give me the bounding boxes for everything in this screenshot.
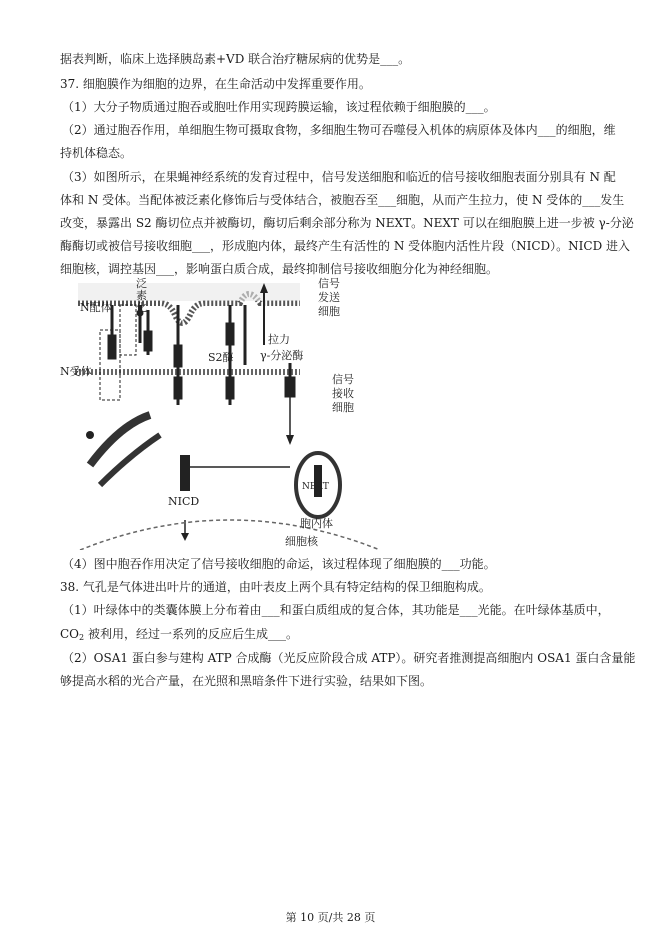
label-nicd: NICD: [168, 495, 200, 508]
label-n-ligand: N配体: [80, 301, 112, 314]
label-recv-1: 信号: [332, 373, 354, 386]
label-next: NEXT: [302, 482, 329, 492]
line-1: 据表判断，临床上选择胰岛素+VD 联合治疗糖尿病的优势是___。: [60, 52, 411, 66]
label-gamma: γ-分泌酶: [260, 349, 304, 362]
label-send-2: 发送: [318, 291, 340, 304]
nucleus-envelope: [80, 520, 380, 550]
line-q37: 37. 细胞膜作为细胞的边界，在生命活动中发挥重要作用。: [60, 77, 371, 91]
line-q38-1b: [60, 626, 298, 646]
line-q38-2: （2）OSA1 蛋白参与建构 ATP 合成酶（光反应阶段合成 ATP）。研究者推测提高细胞内 OSA1 蛋白含量能: [62, 651, 636, 665]
line-q37-3: （3）如图所示，在果蝇神经系统的发育过程中，信号发送细胞和临近的信号接收细胞表面分别具有 N 配: [62, 170, 616, 184]
label-n-receptor: N受体: [60, 365, 92, 378]
line-q37-3e: 细胞核，调控基因___，影响蛋白质合成，最终抑制信号接收细胞分化为神经细胞。: [60, 262, 499, 276]
line-q37-2b: 持机体稳态。: [60, 146, 133, 160]
label-recv-3: 细胞: [332, 401, 354, 414]
label-s2: S2酶: [208, 351, 234, 364]
line-q38: 38. 气孔是气体进出叶片的通道，由叶表皮上两个具有特定结构的保卫细胞构成。: [60, 580, 491, 594]
label-ubiq-2: 素: [136, 289, 147, 302]
co2-rest: 被利用，经过一系列的反应后生成___。: [84, 627, 298, 641]
label-pull: 拉力: [268, 333, 290, 346]
label-ubiq-1: 泛: [136, 277, 147, 290]
line-q38-1: （1）叶绿体中的类囊体膜上分布着由___和蛋白质组成的复合体，其功能是___光能。在叶绿体基质中，: [62, 603, 610, 617]
line-q37-3b: 体和 N 受体。当配体被泛素化修饰后与受体结合，被胞吞至___细胞，从而产生拉力，使 N 受体的___发生: [60, 193, 625, 207]
label-nucleus: 细胞核: [285, 535, 318, 548]
line-q37-2: （2）通过胞吞作用，单细胞生物可摄取食物，多细胞生物可吞噬侵入机体的病原体及体内___的细胞，维: [62, 123, 616, 137]
co2-sub: 2: [79, 633, 85, 642]
line-q37-3d: 酶酶切或被信号接收细胞___，形成胞内体，最终产生有活性的 N 受体胞内活性片段（NICD）。NICD 进入: [60, 239, 631, 253]
co2-co: CO: [60, 627, 80, 641]
label-ubiq-3: 化: [136, 301, 147, 314]
line-q38-2b: 够提高水稻的光合产量，在光照和黑暗条件下进行实验，结果如下图。: [60, 674, 433, 688]
label-send-3: 细胞: [318, 305, 340, 318]
line-q37-4: （4）图中胞吞作用决定了信号接收细胞的命运，该过程体现了细胞膜的___功能。: [62, 557, 496, 571]
label-recv-2: 接收: [332, 387, 354, 400]
page-footer: 第 10 页/共 28 页: [285, 911, 376, 924]
line-q37-3c: 改变，暴露出 S2 酶切位点并被酶切，酶切后剩余部分称为 NEXT。NEXT 可以在细胞膜上进一步被 γ-分泌: [60, 216, 634, 230]
label-endosome: 胞内体: [300, 517, 333, 530]
line-q37-1: （1）大分子物质通过胞吞或胞吐作用实现跨膜运输，该过程依赖于细胞膜的___。: [62, 100, 496, 114]
notch-signaling-figure: [60, 275, 400, 550]
label-send-1: 信号: [318, 277, 340, 290]
